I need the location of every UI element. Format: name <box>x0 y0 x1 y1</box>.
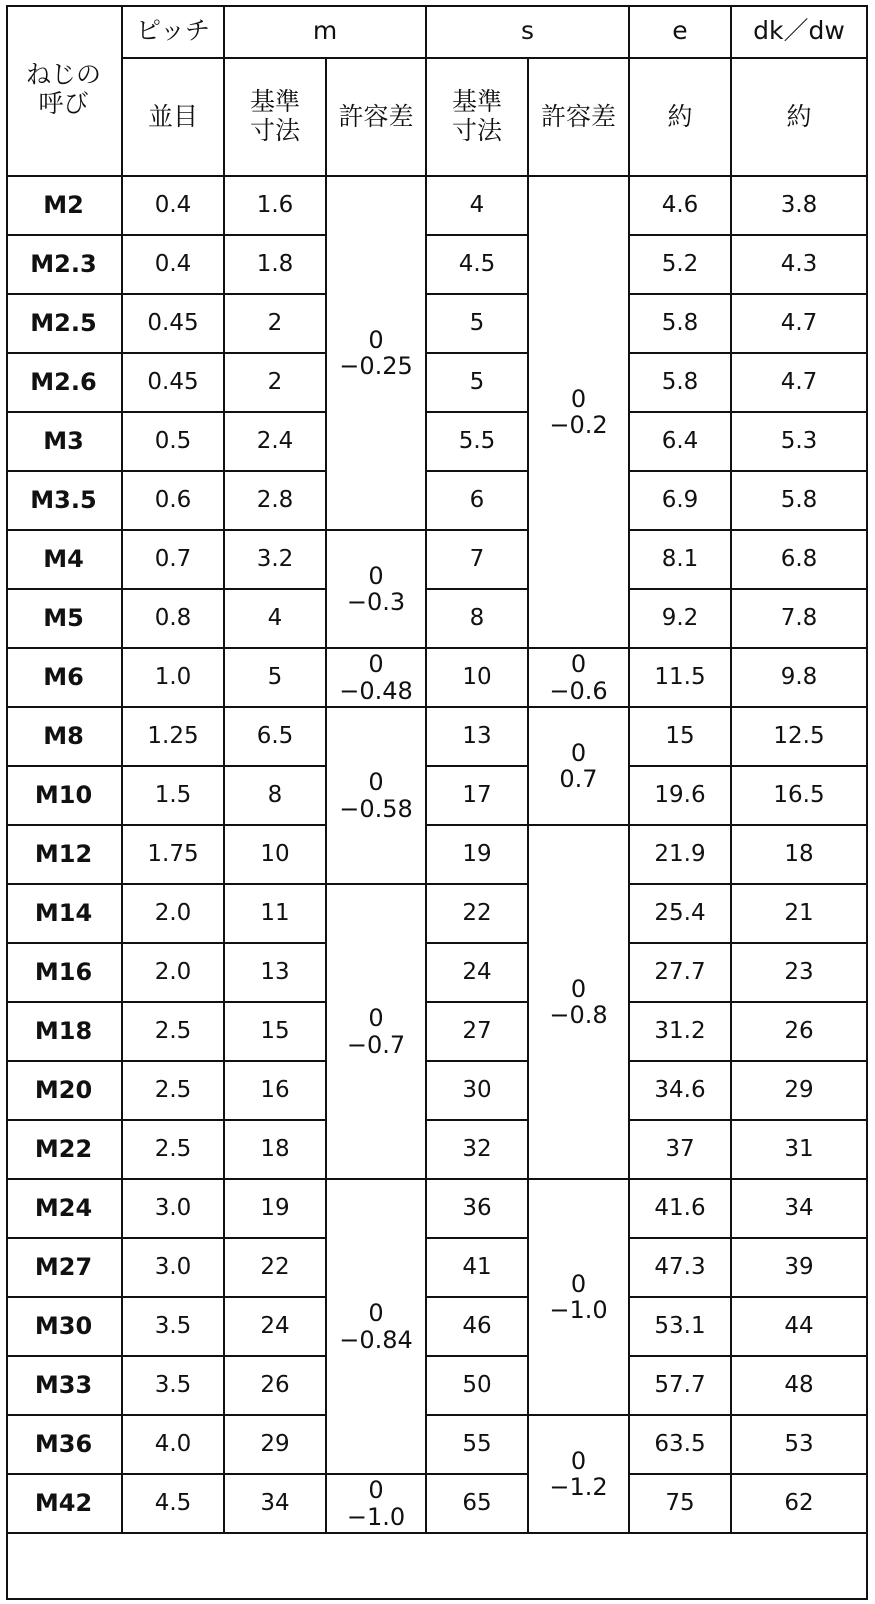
cell-size: M2 <box>6 177 123 236</box>
cell-m-basic: 1.6 <box>225 177 327 236</box>
cell-e: 57.7 <box>630 1357 732 1416</box>
cell-pitch: 1.25 <box>123 708 225 767</box>
cell-pitch: 1.0 <box>123 649 225 708</box>
cell-pitch: 0.7 <box>123 531 225 590</box>
cell-s-tolerance <box>529 1180 630 1416</box>
cell-s-basic: 8 <box>427 590 529 649</box>
cell-m-tolerance <box>327 1180 427 1475</box>
cell-m-basic: 29 <box>225 1416 327 1475</box>
cell-size: M24 <box>6 1180 123 1239</box>
tolerance-upper: 0 <box>570 974 587 1003</box>
cell-m-basic: 13 <box>225 944 327 1003</box>
cell-pitch: 0.45 <box>123 354 225 413</box>
cell-s-tolerance <box>529 1416 630 1534</box>
header-s-basic: 基準 寸法 <box>427 59 529 177</box>
cell-e: 4.6 <box>630 177 732 236</box>
cell-m-basic: 26 <box>225 1357 327 1416</box>
cell-dkdw: 5.3 <box>732 413 868 472</box>
cell-pitch: 2.0 <box>123 885 225 944</box>
cell-size: M3.5 <box>6 472 123 531</box>
cell-s-tolerance <box>529 177 630 649</box>
cell-e: 6.4 <box>630 413 732 472</box>
cell-size: M14 <box>6 885 123 944</box>
header-e: e <box>630 5 732 59</box>
cell-size: M22 <box>6 1121 123 1180</box>
cell-size: M20 <box>6 1062 123 1121</box>
cell-pitch: 3.5 <box>123 1357 225 1416</box>
cell-size: M3 <box>6 413 123 472</box>
cell-m-basic: 16 <box>225 1062 327 1121</box>
cell-size: M2.6 <box>6 354 123 413</box>
tolerance-lower: −0.8 <box>549 1001 608 1029</box>
cell-size: M16 <box>6 944 123 1003</box>
cell-dkdw: 7.8 <box>732 590 868 649</box>
cell-pitch: 4.5 <box>123 1475 225 1534</box>
cell-dkdw: 34 <box>732 1180 868 1239</box>
cell-dkdw: 62 <box>732 1475 868 1534</box>
cell-e: 63.5 <box>630 1416 732 1475</box>
cell-e: 31.2 <box>630 1003 732 1062</box>
cell-e: 5.8 <box>630 354 732 413</box>
cell-dkdw: 12.5 <box>732 708 868 767</box>
cell-pitch: 1.5 <box>123 767 225 826</box>
cell-s-basic: 6 <box>427 472 529 531</box>
cell-m-basic: 8 <box>225 767 327 826</box>
cell-dkdw: 6.8 <box>732 531 868 590</box>
cell-s-basic: 36 <box>427 1180 529 1239</box>
cell-m-tolerance <box>327 531 427 649</box>
tolerance-upper: 0 <box>570 650 587 679</box>
header-pitch-coarse: 並目 <box>123 59 225 177</box>
cell-pitch: 1.75 <box>123 826 225 885</box>
cell-s-basic: 30 <box>427 1062 529 1121</box>
cell-dkdw: 9.8 <box>732 649 868 708</box>
cell-size: M27 <box>6 1239 123 1298</box>
cell-dkdw: 44 <box>732 1298 868 1357</box>
header-m: m <box>225 5 427 59</box>
tolerance-lower: −1.2 <box>549 1473 608 1501</box>
cell-m-basic: 18 <box>225 1121 327 1180</box>
header-nominal-size: ねじの 呼び <box>6 5 123 177</box>
cell-s-basic: 4.5 <box>427 236 529 295</box>
tolerance-lower: −0.25 <box>339 352 413 380</box>
cell-m-basic: 24 <box>225 1298 327 1357</box>
cell-e: 34.6 <box>630 1062 732 1121</box>
cell-pitch: 2.5 <box>123 1121 225 1180</box>
cell-pitch: 0.6 <box>123 472 225 531</box>
cell-s-basic: 46 <box>427 1298 529 1357</box>
cell-e: 5.8 <box>630 295 732 354</box>
cell-m-basic: 22 <box>225 1239 327 1298</box>
tolerance-upper: 0 <box>368 650 384 679</box>
cell-m-basic: 19 <box>225 1180 327 1239</box>
cell-m-basic: 34 <box>225 1475 327 1534</box>
header-m-tolerance: 許容差 <box>327 59 427 177</box>
header-m-basic: 基準 寸法 <box>225 59 327 177</box>
cell-m-basic: 2 <box>225 295 327 354</box>
cell-pitch: 0.45 <box>123 295 225 354</box>
cell-dkdw: 18 <box>732 826 868 885</box>
tolerance-lower: −0.7 <box>346 1030 406 1059</box>
cell-pitch: 2.0 <box>123 944 225 1003</box>
header-s: s <box>427 5 630 59</box>
cell-size: M6 <box>6 649 123 708</box>
header-dkdw-approx: 約 <box>732 59 868 177</box>
tolerance-lower: −0.48 <box>339 676 413 705</box>
tolerance-lower: −1.0 <box>549 1296 608 1324</box>
cell-size: M5 <box>6 590 123 649</box>
cell-size: M30 <box>6 1298 123 1357</box>
cell-s-basic: 5 <box>427 295 529 354</box>
cell-dkdw: 29 <box>732 1062 868 1121</box>
cell-size: M10 <box>6 767 123 826</box>
cell-m-tolerance <box>327 708 427 885</box>
tolerance-lower: −0.3 <box>346 588 406 616</box>
cell-m-basic: 2.4 <box>225 413 327 472</box>
cell-pitch: 4.0 <box>123 1416 225 1475</box>
cell-dkdw: 26 <box>732 1003 868 1062</box>
header-dkdw: dk／dw <box>732 5 868 59</box>
cell-pitch: 2.5 <box>123 1062 225 1121</box>
cell-s-tolerance <box>529 649 630 708</box>
cell-dkdw: 31 <box>732 1121 868 1180</box>
cell-s-basic: 5 <box>427 354 529 413</box>
cell-s-basic: 24 <box>427 944 529 1003</box>
cell-size: M8 <box>6 708 123 767</box>
cell-dkdw: 4.3 <box>732 236 868 295</box>
tolerance-lower: −1.0 <box>346 1502 406 1531</box>
cell-m-tolerance <box>327 649 427 708</box>
cell-m-basic: 5 <box>225 649 327 708</box>
cell-s-basic: 55 <box>427 1416 529 1475</box>
tolerance-upper: 0 <box>368 1299 384 1328</box>
cell-e: 5.2 <box>630 236 732 295</box>
cell-m-basic: 10 <box>225 826 327 885</box>
cell-dkdw: 4.7 <box>732 295 868 354</box>
cell-s-basic: 27 <box>427 1003 529 1062</box>
cell-m-basic: 1.8 <box>225 236 327 295</box>
cell-size: M36 <box>6 1416 123 1475</box>
cell-e: 15 <box>630 708 732 767</box>
tolerance-upper: 0 <box>368 1004 384 1033</box>
cell-pitch: 3.0 <box>123 1239 225 1298</box>
cell-s-basic: 41 <box>427 1239 529 1298</box>
cell-s-basic: 65 <box>427 1475 529 1534</box>
tolerance-lower: −0.6 <box>549 676 608 705</box>
tolerance-upper: 0 <box>368 325 384 354</box>
cell-s-basic: 50 <box>427 1357 529 1416</box>
cell-pitch: 0.8 <box>123 590 225 649</box>
tolerance-upper: 0 <box>368 1476 384 1505</box>
cell-e: 8.1 <box>630 531 732 590</box>
cell-size: M18 <box>6 1003 123 1062</box>
cell-e: 25.4 <box>630 885 732 944</box>
cell-s-basic: 7 <box>427 531 529 590</box>
cell-s-basic: 19 <box>427 826 529 885</box>
cell-size: M42 <box>6 1475 123 1534</box>
cell-dkdw: 53 <box>732 1416 868 1475</box>
tolerance-upper: 0 <box>570 384 587 413</box>
tolerance-upper: 0 <box>368 768 384 797</box>
cell-m-basic: 3.2 <box>225 531 327 590</box>
tolerance-lower: −0.58 <box>339 794 413 823</box>
cell-m-basic: 2.8 <box>225 472 327 531</box>
cell-s-basic: 13 <box>427 708 529 767</box>
tolerance-upper: 0 <box>570 738 587 767</box>
cell-pitch: 0.5 <box>123 413 225 472</box>
cell-m-tolerance <box>327 177 427 531</box>
cell-dkdw: 21 <box>732 885 868 944</box>
cell-m-basic: 4 <box>225 590 327 649</box>
cell-e: 19.6 <box>630 767 732 826</box>
header-e-approx: 約 <box>630 59 732 177</box>
cell-dkdw: 48 <box>732 1357 868 1416</box>
cell-s-tolerance <box>529 826 630 1180</box>
cell-s-basic: 4 <box>427 177 529 236</box>
cell-e: 9.2 <box>630 590 732 649</box>
cell-e: 37 <box>630 1121 732 1180</box>
cell-s-tolerance <box>529 708 630 826</box>
cell-m-basic: 6.5 <box>225 708 327 767</box>
cell-s-basic: 10 <box>427 649 529 708</box>
cell-e: 27.7 <box>630 944 732 1003</box>
cell-size: M2.5 <box>6 295 123 354</box>
cell-dkdw: 4.7 <box>732 354 868 413</box>
cell-dkdw: 39 <box>732 1239 868 1298</box>
header-s-tolerance: 許容差 <box>529 59 630 177</box>
header-pitch: ピッチ <box>123 5 225 59</box>
cell-m-basic: 11 <box>225 885 327 944</box>
cell-m-basic: 2 <box>225 354 327 413</box>
cell-size: M33 <box>6 1357 123 1416</box>
cell-m-basic: 15 <box>225 1003 327 1062</box>
cell-pitch: 0.4 <box>123 236 225 295</box>
cell-e: 53.1 <box>630 1298 732 1357</box>
cell-dkdw: 3.8 <box>732 177 868 236</box>
tolerance-lower: −0.84 <box>339 1325 413 1354</box>
tolerance-upper: 0 <box>570 1446 587 1475</box>
cell-size: M12 <box>6 826 123 885</box>
tolerance-upper: 0 <box>570 1269 587 1298</box>
cell-s-basic: 22 <box>427 885 529 944</box>
cell-s-basic: 5.5 <box>427 413 529 472</box>
cell-pitch: 2.5 <box>123 1003 225 1062</box>
cell-pitch: 3.0 <box>123 1180 225 1239</box>
cell-e: 47.3 <box>630 1239 732 1298</box>
cell-m-tolerance <box>327 885 427 1180</box>
cell-size: M4 <box>6 531 123 590</box>
cell-e: 11.5 <box>630 649 732 708</box>
cell-e: 41.6 <box>630 1180 732 1239</box>
cell-e: 75 <box>630 1475 732 1534</box>
cell-pitch: 3.5 <box>123 1298 225 1357</box>
tolerance-lower: −0.2 <box>549 411 608 439</box>
cell-e: 21.9 <box>630 826 732 885</box>
tolerance-upper: 0 <box>368 561 384 590</box>
cell-e: 6.9 <box>630 472 732 531</box>
cell-pitch: 0.4 <box>123 177 225 236</box>
cell-size: M2.3 <box>6 236 123 295</box>
cell-s-basic: 32 <box>427 1121 529 1180</box>
tolerance-lower: 0.7 <box>559 765 598 793</box>
cell-dkdw: 5.8 <box>732 472 868 531</box>
cell-dkdw: 16.5 <box>732 767 868 826</box>
cell-m-tolerance <box>327 1475 427 1534</box>
cell-dkdw: 23 <box>732 944 868 1003</box>
cell-s-basic: 17 <box>427 767 529 826</box>
